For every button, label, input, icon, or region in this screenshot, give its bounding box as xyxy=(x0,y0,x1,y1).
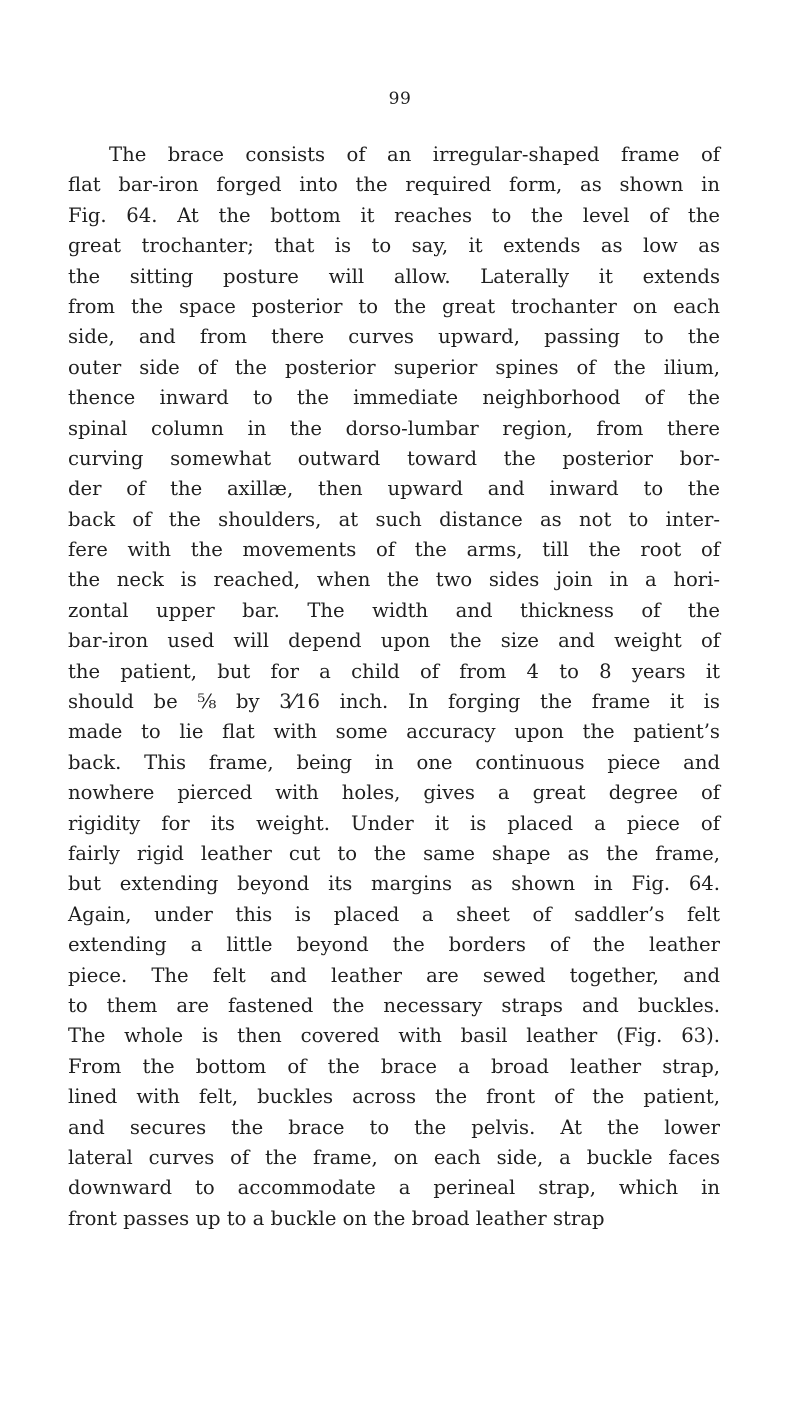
text-line: outer side of the posterior superior spines of the ilium, xyxy=(68,355,720,379)
text-line: The whole is then covered with basil leather (Fig. 63). xyxy=(68,1024,720,1048)
text-line: lined with felt, buckles across the front of the patient, xyxy=(68,1085,720,1109)
text-line: front passes up to a buckle on the broad leather strap xyxy=(68,1206,605,1230)
text-line: should be ⅝ by 3⁄16 inch. In forging the frame it is xyxy=(68,690,720,714)
text-line: great trochanter; that is to say, it extends as low as xyxy=(68,234,720,258)
text-line: flat bar-iron forged into the required form, as shown in xyxy=(68,173,720,197)
text-line: nowhere pierced with holes, gives a great degree of xyxy=(68,781,720,805)
text-line: Fig. 64. At the bottom it reaches to the level of the xyxy=(68,203,720,227)
text-line: From the bottom of the brace a broad leather strap, xyxy=(68,1054,720,1078)
text-line: back of the shoulders, at such distance as not to inter- xyxy=(68,507,720,531)
text-line: curving somewhat outward toward the posterior bor- xyxy=(68,446,720,470)
text-line: but extending beyond its margins as shown in Fig. 64. xyxy=(68,872,720,896)
text-line: back. This frame, being in one continuous piece and xyxy=(68,750,720,774)
text-line: the neck is reached, when the two sides join in a hori- xyxy=(68,568,720,592)
text-line: Again, under this is placed a sheet of saddler’s felt xyxy=(68,902,720,926)
text-line: the sitting posture will allow. Laterally it extends xyxy=(68,264,720,288)
text-line: rigidity for its weight. Under it is placed a piece of xyxy=(68,811,720,835)
text-line: The brace consists of an irregular-shaped frame of xyxy=(109,143,720,166)
text-line: the patient, but for a child of from 4 to 8 years it xyxy=(68,659,720,683)
text-line: extending a little beyond the borders of the leather xyxy=(68,933,720,957)
text-line: fairly rigid leather cut to the same shape as the frame, xyxy=(68,841,720,865)
text-line: downward to accommodate a perineal strap, which in xyxy=(68,1176,720,1200)
text-line: to them are fastened the necessary straps and buckles. xyxy=(68,993,720,1017)
text-line: thence inward to the immediate neighborhood of the xyxy=(68,386,720,410)
page-number: 99 xyxy=(388,89,412,109)
text-line: lateral curves of the frame, on each side, a buckle faces xyxy=(68,1145,720,1169)
text-line: and secures the brace to the pelvis. At the lower xyxy=(68,1115,720,1139)
text-line: piece. The felt and leather are sewed together, and xyxy=(68,963,720,987)
text-line: zontal upper bar. The width and thickness of the xyxy=(68,598,720,622)
text-line: der of the axillæ, then upward and inward to the xyxy=(68,477,720,501)
text-line: fere with the movements of the arms, till the root of xyxy=(68,538,720,562)
text-line: spinal column in the dorso-lumbar region, from there xyxy=(68,416,720,440)
text-line: side, and from there curves upward, passing to the xyxy=(68,325,720,349)
body-paragraph xyxy=(68,140,720,1234)
text-line: from the space posterior to the great trochanter on each xyxy=(68,294,720,318)
text-line: bar-iron used will depend upon the size and weight of xyxy=(68,629,720,653)
text-line: made to lie flat with some accuracy upon the patient’s xyxy=(68,720,720,744)
